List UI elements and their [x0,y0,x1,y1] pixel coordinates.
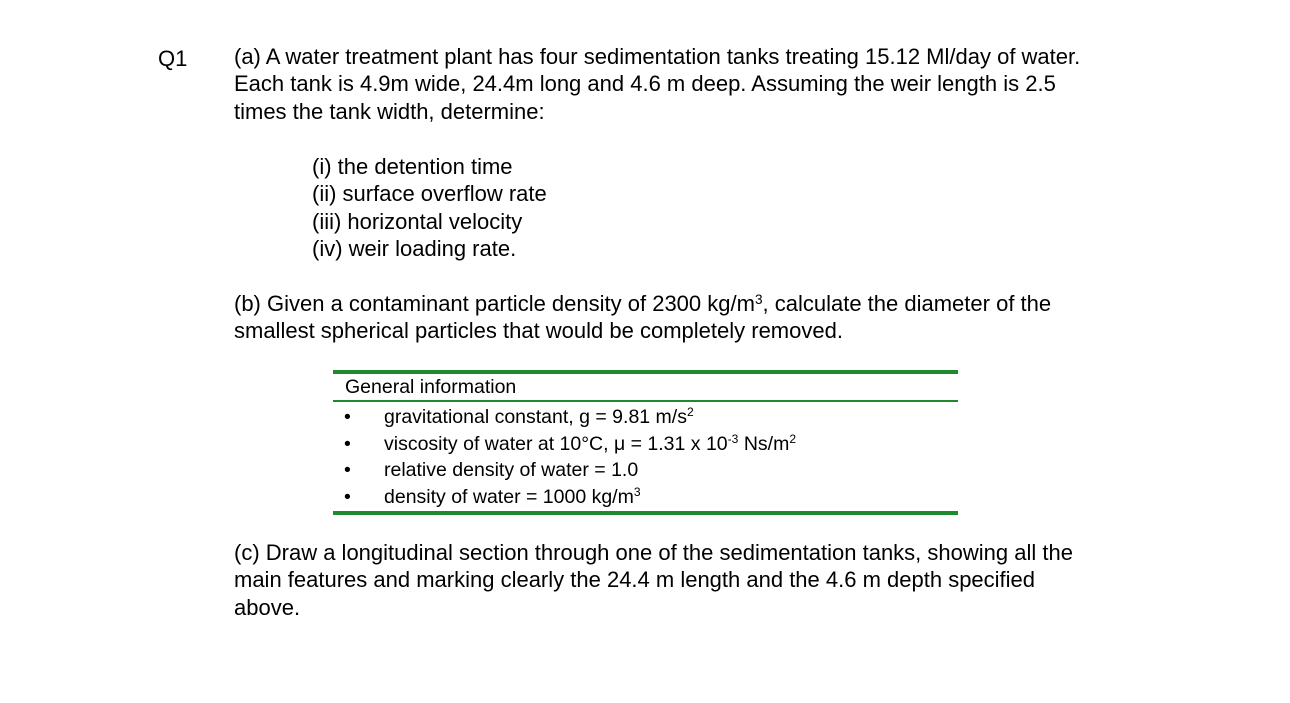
info-item-water-density [333,484,958,511]
bullet-icon: • [344,459,351,481]
subitem-detention-time: (i) the detention time [312,154,513,179]
part-c-line: (c) Draw a longitudinal section through one of the sedimentation tanks, showing all the [234,540,1073,565]
bottom-rule [333,511,958,515]
info-item-viscosity [333,431,958,458]
superscript: 2 [686,405,694,420]
part-b-text: (b) Given a contaminant particle density of 2300 kg/m [234,291,755,316]
part-a-line: Each tank is 4.9m wide, 24.4m long and 4.6 m deep. Assuming the weir length is 2.5 [234,71,1056,97]
bullet-icon: • [344,485,351,508]
part-a-line: (a) A water treatment plant has four sedimentation tanks treating 15.12 Ml/day of water. [234,44,1081,69]
info-item-gravity [333,404,958,431]
part-b-text: , calculate the diameter of the [762,291,1052,316]
part-a-subitems [312,153,547,262]
part-c-line: main features and marking clearly the 24.4 m length and the 4.6 m depth specified [234,567,1036,593]
general-information-box [333,370,958,515]
question-number: Q1 [158,46,188,71]
part-a-paragraph [234,43,1134,125]
info-text: density of water = 1000 kg/m [384,485,634,508]
subitem-weir-loading-rate: (iv) weir loading rate. [312,235,517,261]
superscript: 2 [789,431,797,446]
bullet-icon: • [344,406,351,428]
superscript: 3 [754,291,763,307]
part-b-line-1 [234,290,1134,317]
info-item-relative-density [333,457,958,484]
superscript: 3 [633,484,641,499]
bullet-icon: • [344,432,351,455]
part-c-line: above. [234,594,301,620]
subitem-horizontal-velocity: (iii) horizontal velocity [312,208,523,234]
subitem-surface-overflow-rate: (ii) surface overflow rate [312,181,547,207]
general-information-heading: General information [345,376,517,398]
general-information-list [333,402,958,511]
info-text: Ns/m [738,432,790,455]
part-a-line: times the tank width, determine: [234,98,545,124]
part-b-line-2: smallest spherical particles that would be completely removed. [234,318,843,344]
part-b-paragraph [234,290,1134,345]
info-text: relative density of water = 1.0 [384,459,639,481]
info-text: viscosity of water at 10°C, μ = 1.31 x 10 [384,432,728,455]
part-c-paragraph [234,539,1134,621]
superscript: -3 [727,431,739,446]
info-text: gravitational constant, g = 9.81 m/s [384,406,687,428]
